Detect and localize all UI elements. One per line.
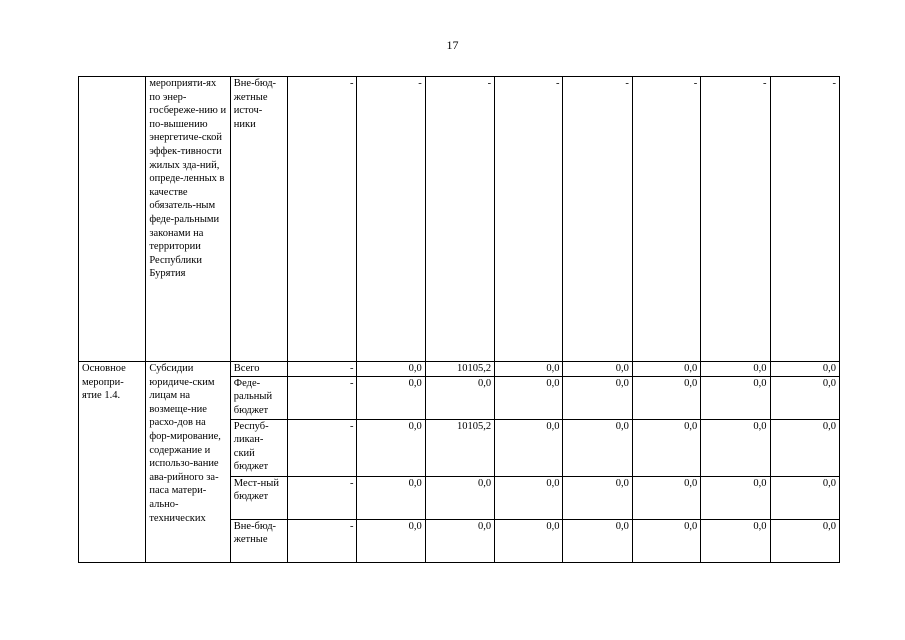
- value-cell: 0,0: [495, 419, 563, 476]
- value-cell: 0,0: [425, 476, 494, 519]
- activity-cell: [79, 77, 146, 362]
- value-cell: 0,0: [632, 476, 700, 519]
- description-cell: мероприяти-ях по энер-госбереже-нию и по-вышению энергетиче-ской эффек-тивности жилых зда-ний, опреде-ленных в качестве обязатель-ным феде-ральными законами на территории Республики Бурятия: [146, 77, 230, 362]
- value-cell: 0,0: [425, 376, 494, 419]
- funding-source-cell: Вне-бюд-жетные источ-ники: [230, 77, 287, 362]
- value-cell: 0,0: [495, 476, 563, 519]
- value-cell: 0,0: [495, 519, 563, 562]
- table-row: [79, 77, 840, 362]
- value-cell: 0,0: [770, 476, 839, 519]
- funding-source-cell: Вне-бюд-жетные: [230, 519, 287, 562]
- value-cell: 0,0: [357, 419, 425, 476]
- value-cell: 10105,2: [425, 419, 494, 476]
- value-cell: 0,0: [632, 376, 700, 419]
- funding-source-cell: Мест-ный бюджет: [230, 476, 287, 519]
- value-cell: 0,0: [701, 476, 770, 519]
- budget-table: [78, 76, 840, 563]
- value-cell: -: [770, 77, 839, 362]
- value-cell: 0,0: [425, 519, 494, 562]
- value-cell: 0,0: [770, 419, 839, 476]
- value-cell: 0,0: [357, 376, 425, 419]
- value-cell: -: [425, 77, 494, 362]
- value-cell: -: [288, 419, 357, 476]
- value-cell: 0,0: [357, 519, 425, 562]
- value-cell: -: [357, 77, 425, 362]
- funding-source-cell: Всего: [230, 362, 287, 377]
- value-cell: 0,0: [563, 362, 632, 377]
- value-cell: 10105,2: [425, 362, 494, 377]
- value-cell: -: [632, 77, 700, 362]
- value-cell: 0,0: [770, 376, 839, 419]
- value-cell: 0,0: [770, 519, 839, 562]
- value-cell: 0,0: [563, 376, 632, 419]
- value-cell: 0,0: [357, 476, 425, 519]
- page-number: 17: [446, 38, 459, 52]
- funding-source-cell: Респуб-ликан-ский бюджет: [230, 419, 287, 476]
- value-cell: 0,0: [563, 476, 632, 519]
- value-cell: -: [288, 77, 357, 362]
- value-cell: 0,0: [701, 519, 770, 562]
- value-cell: -: [701, 77, 770, 362]
- value-cell: -: [563, 77, 632, 362]
- value-cell: 0,0: [770, 362, 839, 377]
- value-cell: 0,0: [701, 419, 770, 476]
- value-cell: -: [288, 519, 357, 562]
- value-cell: -: [495, 77, 563, 362]
- value-cell: 0,0: [701, 376, 770, 419]
- value-cell: 0,0: [495, 376, 563, 419]
- value-cell: 0,0: [632, 419, 700, 476]
- value-cell: 0,0: [563, 519, 632, 562]
- description-cell: Субсидии юридиче-ским лицам на возмеще-ние расхо-дов на фор-мирование, содержание и использо-вание ава-рийного за-паса матери-ально-технических: [146, 362, 230, 563]
- activity-label-cell: Основное меропри-ятие 1.4.: [79, 362, 146, 563]
- value-cell: 0,0: [632, 519, 700, 562]
- value-cell: 0,0: [563, 419, 632, 476]
- value-cell: 0,0: [495, 362, 563, 377]
- value-cell: 0,0: [701, 362, 770, 377]
- value-cell: -: [288, 476, 357, 519]
- table-row: [79, 362, 840, 377]
- value-cell: 0,0: [632, 362, 700, 377]
- value-cell: -: [288, 362, 357, 377]
- value-cell: 0,0: [357, 362, 425, 377]
- value-cell: -: [288, 376, 357, 419]
- funding-source-cell: Феде-ральный бюджет: [230, 376, 287, 419]
